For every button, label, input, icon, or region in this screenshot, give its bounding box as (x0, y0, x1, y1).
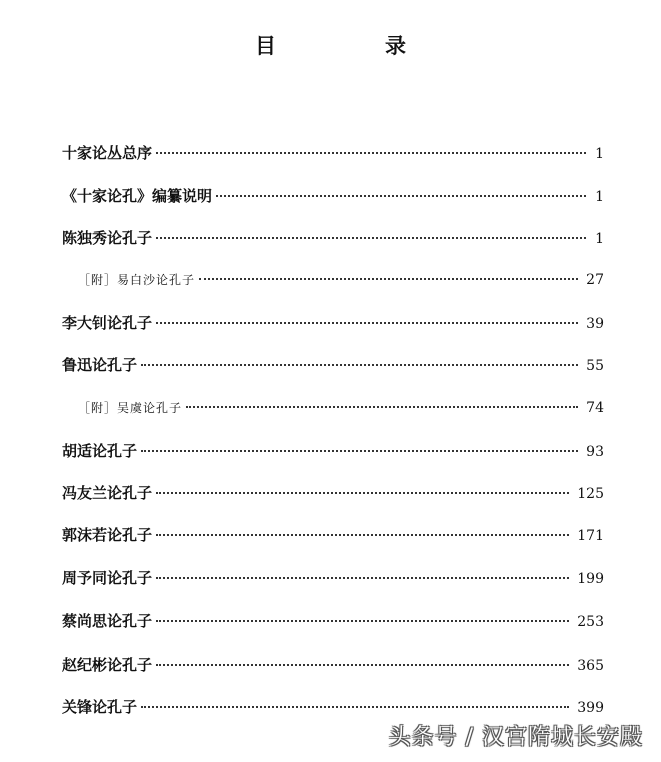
toc-entry-page: 1 (595, 189, 604, 205)
dot-leader (156, 322, 578, 324)
page-title: 目 录 (255, 33, 450, 58)
toc-entry-label: 冯友兰论孔子 (62, 484, 153, 502)
toc-entry-page: 253 (577, 614, 604, 630)
toc-entry[interactable] (62, 482, 604, 503)
toc-entry-page: 1 (595, 231, 604, 247)
toc-entry[interactable] (62, 354, 604, 375)
toc-entry-label: 胡适论孔子 (62, 442, 138, 460)
dot-leader (186, 406, 578, 408)
toc-entry-label: 十家论丛总序 (62, 144, 153, 162)
toc-entry-label: ［附］吴虞论孔子 (78, 401, 183, 415)
dot-leader (156, 152, 586, 154)
toc-entry-appendix[interactable] (78, 271, 604, 288)
toc-entry[interactable] (62, 524, 604, 545)
dot-leader (141, 450, 578, 452)
dot-leader (199, 278, 578, 280)
toc-entry-page: 55 (586, 358, 604, 374)
toc-entry-page: 125 (577, 486, 604, 502)
toc-entry-page: 365 (577, 658, 604, 674)
dot-leader (156, 620, 569, 622)
watermark-text: 头条号 / 汉宫隋城长安殿 (388, 725, 643, 750)
toc-entry-label: 陈独秀论孔子 (62, 229, 153, 247)
dot-leader (156, 664, 569, 666)
toc-entry[interactable] (62, 610, 604, 631)
toc-entry-page: 399 (577, 700, 604, 716)
toc-entry-label: 关锋论孔子 (62, 698, 138, 716)
toc-entry[interactable] (62, 567, 604, 588)
toc-entry-page: 93 (586, 444, 604, 460)
toc-entry[interactable] (62, 440, 604, 461)
toc-entry-label: 蔡尚思论孔子 (62, 612, 153, 630)
dot-leader (141, 364, 578, 366)
toc-entry-appendix[interactable] (78, 399, 604, 416)
toc-entry-page: 27 (586, 272, 604, 288)
toc-entry-label: 赵纪彬论孔子 (62, 656, 153, 674)
toc-entry-label: 鲁迅论孔子 (62, 356, 138, 374)
toc-entry[interactable] (62, 312, 604, 333)
toc-entry-page: 39 (586, 316, 604, 332)
dot-leader (141, 706, 569, 708)
toc-entry-label: 周予同论孔子 (62, 569, 153, 587)
toc-entry[interactable] (62, 185, 604, 206)
toc-entry-label: 李大钊论孔子 (62, 314, 153, 332)
toc-entry-page: 199 (577, 571, 604, 587)
dot-leader (156, 577, 569, 579)
dot-leader (156, 237, 586, 239)
toc-entry-label: 郭沫若论孔子 (62, 526, 153, 544)
toc-entry-label: ［附］易白沙论孔子 (78, 273, 196, 287)
dot-leader (216, 195, 586, 197)
toc-entry[interactable] (62, 227, 604, 248)
dot-leader (156, 492, 569, 494)
toc-entry-page: 171 (577, 528, 604, 544)
toc-entry-page: 74 (586, 400, 604, 416)
toc-entry[interactable] (62, 696, 604, 717)
toc-entry-page: 1 (595, 146, 604, 162)
toc-entry-label: 《十家论孔》编纂说明 (62, 187, 213, 205)
dot-leader (156, 534, 569, 536)
toc-entry[interactable] (62, 142, 604, 163)
toc-entry[interactable] (62, 654, 604, 675)
